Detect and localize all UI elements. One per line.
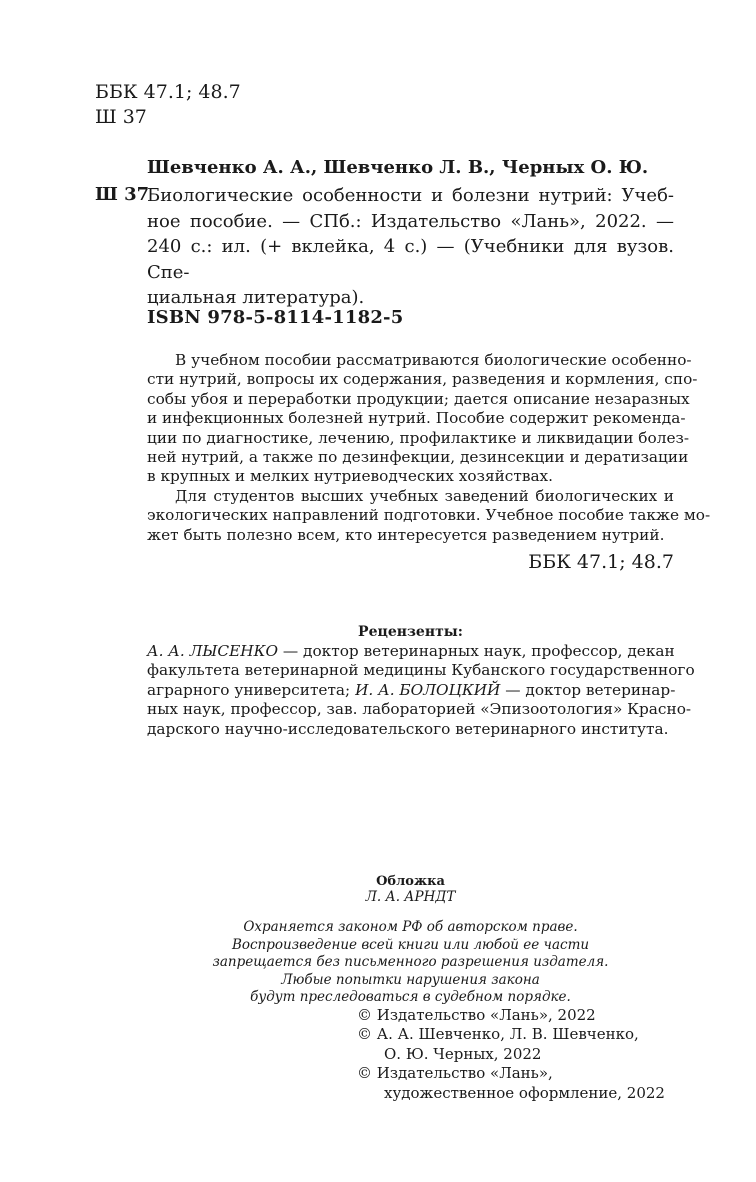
reviewer-credentials: — доктор ветеринарных наук, профессор, декан xyxy=(278,642,675,660)
copyright-line: О. Ю. Черных, 2022 xyxy=(384,1044,542,1063)
reviewers-line xyxy=(147,681,674,700)
reviewers-line: факультета ветеринарной медицины Кубанского государственного xyxy=(147,661,695,680)
cover-heading: Обложка xyxy=(376,874,445,889)
annotation-line: жет быть полезно всем, кто интересуется разведением нутрий. xyxy=(147,525,665,544)
reviewer-credentials: аграрного университета; xyxy=(147,680,356,699)
reviewers-block xyxy=(147,642,695,739)
description-line: циальная литература). xyxy=(147,287,365,308)
bbk-index-top xyxy=(95,80,241,130)
copyright-holders xyxy=(357,1006,665,1103)
description-line: 240 с.: ил. (+ вклейка, 4 с.) — (Учебники для вузов. Спе- xyxy=(147,236,674,283)
annotation-line: Для студентов высших учебных заведений биологических и xyxy=(175,486,674,505)
notice-line: будут преследоваться в судебном порядке. xyxy=(250,989,571,1006)
annotation-line: и инфекционных болезней нутрий. Пособие содержит рекоменда- xyxy=(147,409,686,428)
annotation xyxy=(147,351,711,545)
annotation-line: собы убоя и переработки продукции; дается описание незаразных xyxy=(147,389,690,408)
author-code-mark: Ш 37 xyxy=(95,184,150,205)
author-mark: Ш 37 xyxy=(95,106,147,128)
copyright-line: художественное оформление, 2022 xyxy=(384,1083,665,1102)
reviewers-line xyxy=(147,642,674,661)
description-line: Биологические особенности и болезни нутрий: Учеб- xyxy=(147,185,674,206)
isbn: ISBN 978-5-8114-1182-5 xyxy=(147,307,404,328)
reviewer-name: А. А. ЛЫСЕНКО xyxy=(147,642,279,660)
annotation-line: сти нутрий, вопросы их содержания, разведения и кормления, спо- xyxy=(147,370,698,389)
reviewer-name: И. А. БОЛОЦКИЙ xyxy=(355,680,501,699)
bibliographic-description xyxy=(147,183,674,311)
notice-line: запрещается без письменного разрешения издателя. xyxy=(212,954,609,971)
copyright-line: © Издательство «Лань», xyxy=(357,1064,553,1083)
copyright-line: © А. А. Шевченко, Л. В. Шевченко, xyxy=(357,1025,639,1044)
description-line: ное пособие. — СПб.: Издательство «Лань», 2022. — xyxy=(147,210,674,232)
reviewers-line: ных наук, профессор, зав. лабораторией «Эпизоотология» Красно- xyxy=(147,700,692,719)
bbk-code: ББК 47.1; 48.7 xyxy=(95,81,241,103)
copyright-line: © Издательство «Лань», 2022 xyxy=(357,1006,596,1024)
cover-artist: Л. А. АРНДТ xyxy=(365,889,456,905)
copyright-notice xyxy=(147,919,674,1007)
authors-line: Шевченко А. А., Шевченко Л. В., Черных О. Ю. xyxy=(147,157,649,178)
notice-line: Воспроизведение всей книги или любой ее части xyxy=(231,936,590,953)
notice-line: Любые попытки нарушения закона xyxy=(281,971,540,988)
reviewers-heading: Рецензенты: xyxy=(358,624,463,640)
annotation-line: В учебном пособии рассматриваются биологические особенно- xyxy=(175,351,692,369)
reviewers-line: дарского научно-исследовательского ветеринарного института. xyxy=(147,719,669,738)
reviewer-credentials: — доктор ветеринар- xyxy=(500,680,676,699)
annotation-line: ции по диагностике, лечению, профилактике и ликвидации болез- xyxy=(147,428,690,447)
annotation-line: экологических направлений подготовки. Учебное пособие также мо- xyxy=(147,506,711,525)
annotation-line: ней нутрий, а также по дезинфекции, дезинсекции и дератизации xyxy=(147,448,689,467)
bbk-index-bottom: ББК 47.1; 48.7 xyxy=(528,551,674,573)
notice-line: Охраняется законом РФ об авторском праве. xyxy=(243,919,578,935)
annotation-line: в крупных и мелких нутриеводческих хозяйствах. xyxy=(147,467,554,486)
